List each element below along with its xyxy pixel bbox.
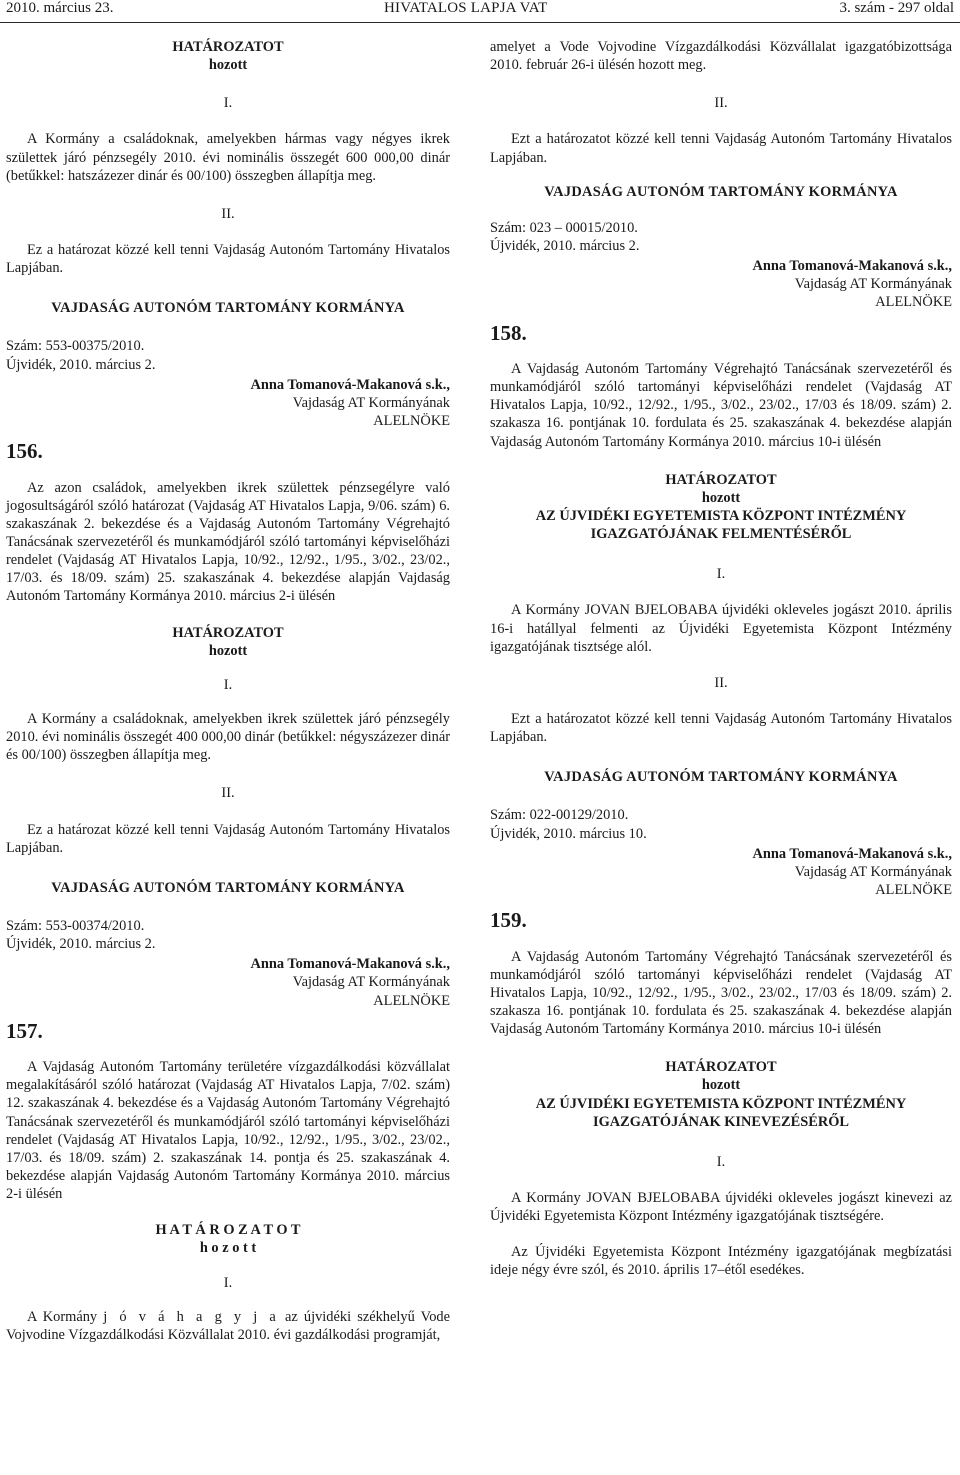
government-signature-heading: VAJDASÁG AUTONÓM TARTOMÁNY KORMÁNYA (51, 300, 405, 317)
hozott-heading: h o z o t t (199, 1240, 257, 1257)
hozott-heading: hozott (701, 1077, 741, 1094)
decision-paragraph: A Kormány a családoknak, amelyekben ikrek születtek járó pénzsegély 2010. évi nominális összegét 400 000,00 dinár (betűkkel: négyszázezer dinár és 00/100) összegben állapítja meg. (6, 710, 450, 764)
signatory-title: ALELNÖKE (373, 412, 450, 429)
signatory-role: Vajdaság AT Kormányának (292, 974, 450, 991)
signatory-role: Vajdaság AT Kormányának (292, 394, 450, 411)
place-date: Újvidék, 2010. március 2. (6, 356, 156, 373)
subject-heading-line-2: IGAZGATÓJÁNAK FELMENTÉSÉRŐL (590, 526, 852, 543)
document-number: Szám: 553-00375/2010. (6, 338, 145, 355)
signatory-name: Anna Tomanová-Makanová s.k., (250, 956, 450, 973)
document-number: Szám: 023 – 00015/2010. (490, 219, 638, 236)
publication-paragraph: Ezt a határozatot közzé kell tenni Vajdaság Autonóm Tartomány Hivatalos Lapjában. (490, 131, 952, 166)
signatory-title: ALELNÖKE (373, 992, 450, 1009)
hatarozatot-heading: HATÁROZATOT (172, 39, 284, 55)
publication-paragraph: Ez a határozat közzé kell tenni Vajdaság Autonóm Tartomány Hivatalos Lapjában. (6, 821, 450, 856)
right-column (490, 38, 952, 1280)
hatarozatot-heading: H A T Á R O Z A T O T (155, 1222, 301, 1239)
signatory-name: Anna Tomanová-Makanová s.k., (752, 845, 952, 862)
preamble-paragraph: A Vajdaság Autonóm Tartomány Végrehajtó Tanácsának szervezetéről és munkamódjáról szóló tartományi képviselőházi rendelet (Vajdaság AT Hivatalos Lapja, 10/92., 12/92., 1/95., 3/02., 23/02., 17/03 és 18/09. szám) 2. szakasza 16. pontjának 10. fordulata és 25. szakaszának 4. bekezdése alapján Vajdaság Autonóm Tartomány Kormánya 2010. március 10-i ülésén (490, 361, 952, 450)
header-title: HIVATALOS LAPJA VAT (384, 0, 548, 16)
header-page-number: 3. szám - 297 oldal (839, 0, 954, 16)
subject-heading-line-2: IGAZGATÓJÁNAK KINEVEZÉSÉRŐL (592, 1113, 850, 1130)
section-roman-2: II. (221, 205, 235, 222)
preamble-paragraph: A Vajdaság Autonóm Tartomány Végrehajtó Tanácsának szervezetéről és munkamódjáról szóló tartományi képviselőházi rendelet (Vajdaság AT Hivatalos Lapja, 10/92., 12/92., 1/95., 3/02., 23/02., 17/03 és 18/09. szám) 2. szakasza 16. pontjának 10. fordulata és 25. szakaszának 4. bekezdése alapján Vajdaság Autonóm Tartomány Kormánya 2010. március 10-i ülésén (490, 948, 952, 1038)
section-roman-1: I. (223, 676, 233, 693)
signatory-title: ALELNÖKE (875, 294, 952, 311)
decision-verb-spaced: j ó v á h a g y j a (103, 1308, 279, 1325)
signatory-role: Vajdaság AT Kormányának (794, 276, 952, 293)
decision-number-157: 157. (6, 1018, 43, 1043)
section-roman-1: I. (223, 1274, 233, 1291)
signature-block (490, 845, 952, 899)
decision-text-start: A Kormány (27, 1308, 104, 1325)
left-column (6, 38, 450, 1344)
signatory-role: Vajdaság AT Kormányának (794, 863, 952, 880)
document-number: Szám: 022-00129/2010. (490, 807, 629, 824)
preamble-paragraph: A Vajdaság Autonóm Tartomány területére vízgazdálkodási közvállalat megalakításáról szóló határozat (Vajdaság AT Hivatalos Lapja, 7/02. szám) 12. szakaszának 4. bekezdése és a Vajdaság Autonóm Tartomány Végrehajtó Tanácsának szervezetéről és munkamódjáról szóló tartományi képviselőházi rendelet (Vajdaság AT Hivatalos Lapja, 10/92., 12/92., 1/95., 3/02., 23/02., 17/03. és 18/09. szám) 2. szakaszának 14. pontja és 25. szakaszának 4. bekezdése alapján Vajdaság Autonóm Tartomány Kormánya 2010. március 2-i ülésén (6, 1059, 450, 1203)
section-roman-2: II. (221, 785, 235, 802)
section-roman-1: I. (223, 95, 233, 112)
hozott-heading: hozott (208, 642, 248, 659)
place-date: Újvidék, 2010. március 10. (490, 825, 647, 842)
preamble-paragraph: Az azon családok, amelyekben ikrek születtek pénzsegélyre való jogosultságáról szóló határozat (Vajdaság AT Hivatalos Lapja, 9/06. szám) 6. szakaszának 2. bekezdése és a Vajdaság Autonóm Tartomány Végrehajtó Tanácsának szervezetéről és munkamódjáról szóló tartományi képviselőházi rendelet (Vajdaság AT Hivatalos Lapja, 10/92., 12/92., 1/95., 3/02., 23/02., 17/03. és 18/09. szám) 25. szakaszának 4. bekezdése alapján Vajdaság Autonóm Tartomány Kormánya 2010. március 2-i ülésén (6, 479, 450, 605)
decision-paragraph: A Kormány a családoknak, amelyekben hármas vagy négyes ikrek születtek járó pénzsegély 2010. évi nominális összegét 600 000,00 dinár (betűkkel: hatszázezer dinár és 00/100) összegben állapítja meg. (6, 131, 450, 184)
publication-paragraph: Ezt a határozatot közzé kell tenni Vajdaság Autonóm Tartomány Hivatalos Lapjában. (490, 710, 952, 746)
section-roman-1: I. (716, 566, 726, 583)
section-roman-1: I. (716, 1153, 726, 1170)
hatarozatot-heading: HATÁROZATOT (172, 624, 284, 641)
continued-paragraph: amelyet a Vode Vojvodine Vízgazdálkodási Közvállalat igazgatóbizottsága 2010. február 26-i ülésén hozott meg. (490, 39, 952, 74)
decision-paragraph: A Kormány JOVAN BJELOBABA újvidéki okleveles jogászt kinevezi az Újvidéki Egyetemista Központ Intézmény igazgatójának tisztségére. (490, 1189, 952, 1225)
decision-number-158: 158. (490, 320, 527, 345)
decision-number-159: 159. (490, 908, 527, 933)
signature-block (6, 376, 450, 430)
hatarozatot-heading: HATÁROZATOT (665, 1059, 777, 1076)
subject-heading-line-1: AZ ÚJVIDÉKI EGYETEMISTA KÖZPONT INTÉZMÉNY (535, 507, 907, 524)
place-date: Újvidék, 2010. március 2. (6, 936, 156, 953)
document-number: Szám: 553-00374/2010. (6, 917, 145, 934)
header-date: 2010. március 23. (6, 0, 114, 16)
section-roman-2: II. (714, 674, 728, 691)
signatory-name: Anna Tomanová-Makanová s.k., (752, 258, 952, 275)
publication-paragraph: Ez a határozat közzé kell tenni Vajdaság Autonóm Tartomány Hivatalos Lapjában. (6, 241, 450, 277)
signatory-title: ALELNÖKE (875, 881, 952, 898)
government-signature-heading: VAJDASÁG AUTONÓM TARTOMÁNY KORMÁNYA (544, 769, 898, 786)
page-header (0, 0, 960, 23)
subject-heading-line-1: AZ ÚJVIDÉKI EGYETEMISTA KÖZPONT INTÉZMÉNY (535, 1095, 907, 1112)
decision-text-end: az újvidéki székhelyű Vode Vojvodine Vízgazdálkodási Közvállalat 2010. évi gazdálkodási programját, (6, 1308, 450, 1343)
term-paragraph: Az Újvidéki Egyetemista Központ Intézmény igazgatójának megbízatási ideje négy évre szól, és 2010. április 17–étől esedékes. (490, 1244, 952, 1279)
place-date: Újvidék, 2010. március 2. (490, 237, 640, 254)
hozott-heading: hozott (208, 57, 248, 74)
signatory-name: Anna Tomanová-Makanová s.k., (250, 376, 450, 393)
section-roman-2: II. (714, 95, 728, 112)
signature-block (490, 257, 952, 311)
government-signature-heading: VAJDASÁG AUTONÓM TARTOMÁNY KORMÁNYA (51, 879, 405, 896)
hatarozatot-heading: HATÁROZATOT (665, 471, 777, 488)
decision-paragraph: A Kormány JOVAN BJELOBABA újvidéki okleveles jogászt 2010. április 16-i hatállyal felmenti az Újvidéki Egyetemista Központ Intézmény igazgatójának tisztsége alól. (490, 602, 952, 655)
decision-paragraph (6, 1308, 450, 1344)
hozott-heading: hozott (701, 489, 741, 506)
decision-number-156: 156. (6, 439, 43, 464)
government-signature-heading: VAJDASÁG AUTONÓM TARTOMÁNY KORMÁNYA (544, 183, 898, 200)
signature-block (6, 955, 450, 1009)
